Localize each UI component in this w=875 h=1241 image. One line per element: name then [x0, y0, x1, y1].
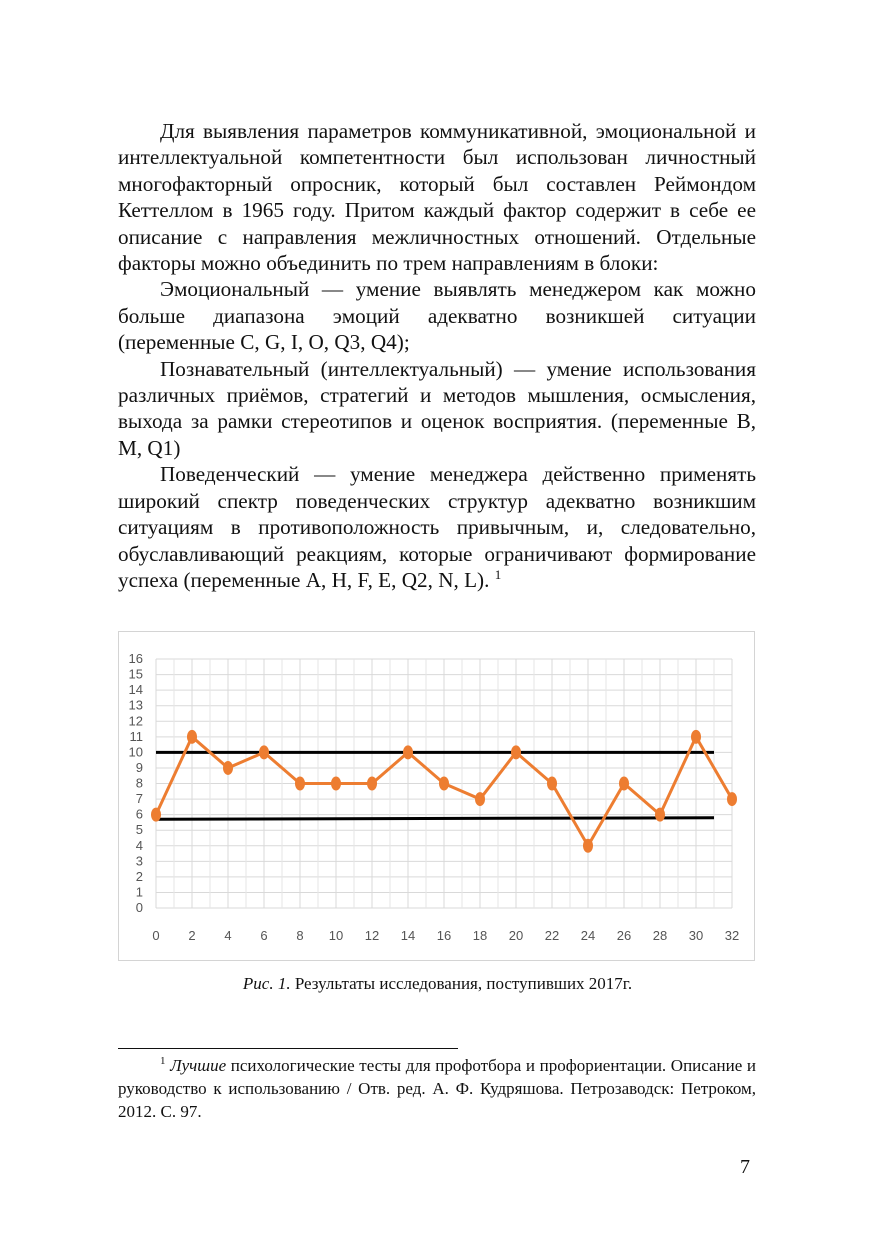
y-tick-label: 3: [135, 853, 143, 869]
x-tick-label: 24: [580, 928, 596, 943]
data-point: [691, 730, 701, 744]
y-tick-label: 1: [135, 884, 143, 900]
footnote: [118, 1054, 756, 1123]
y-tick-label: 7: [135, 791, 143, 807]
data-point: [187, 730, 197, 744]
x-tick-label: 32: [724, 928, 740, 943]
data-point: [259, 745, 269, 759]
x-tick-label: 12: [364, 928, 380, 943]
figure-caption: [0, 974, 875, 994]
paragraph-behavioral-text: Поведенческий — умение менеджера действенно применять широкий спектр поведенческих структур адекватно возникшим ситуациям в противоположность привычным, и, следовательно, обуславливающий реакциям, которые ограничивают формирование успеха (переменные A, H, F, E, Q2, N, L).: [118, 462, 756, 592]
y-tick-label: 0: [135, 900, 143, 915]
footnote-reference: 1: [494, 566, 502, 582]
data-point: [367, 777, 377, 791]
x-tick-label: 4: [224, 928, 232, 943]
x-tick-label: 30: [688, 928, 704, 943]
data-point: [511, 745, 521, 759]
body-text: [118, 118, 756, 593]
data-point: [223, 761, 233, 775]
y-tick-label: 2: [135, 868, 143, 884]
data-point: [151, 808, 161, 822]
y-tick-label: 8: [135, 775, 143, 791]
y-tick-label: 14: [128, 682, 143, 698]
y-tick-label: 6: [135, 806, 143, 822]
x-tick-label: 28: [652, 928, 668, 943]
data-point: [439, 777, 449, 791]
y-tick-label: 13: [128, 697, 143, 713]
footnote-divider: [118, 1048, 458, 1049]
y-tick-label: 15: [128, 666, 143, 682]
x-tick-label: 8: [296, 928, 304, 943]
data-point: [619, 777, 629, 791]
caption-text: Результаты исследования, поступивших 2017г.: [290, 974, 633, 993]
x-tick-label: 26: [616, 928, 632, 943]
x-tick-label: 10: [328, 928, 344, 943]
data-point: [475, 792, 485, 806]
footnote-italic: Лучшие: [170, 1056, 227, 1075]
data-point: [583, 839, 593, 853]
y-tick-label: 9: [135, 759, 143, 775]
paragraph-intro: Для выявления параметров коммуникативной, эмоциональной и интеллектуальной компетентности был использован личностный многофакторный опросник, который был составлен Реймондом Кеттеллом в 1965 году. Притом каждый фактор содержит в себе ее описание с направления межличностных отношений. Отдельные факторы можно объединить по трем направлениям в блоки:: [118, 119, 756, 276]
y-tick-label: 12: [128, 713, 143, 729]
reference-line-2: [156, 818, 714, 820]
footnote-text: психологические тесты для профотбора и профориентации. Описание и руководство к использованию / Отв. ред. А. Ф. Кудряшова. Петрозаводск: Петроком, 2012. С. 97.: [118, 1056, 757, 1121]
paragraph-cognitive: Познавательный (интеллектуальный) — умение использования различных приёмов, стратегий и методов мышления, осмысления, выхода за рамки стереотипов и оценок восприятия. (переменные B, M, Q1): [118, 356, 756, 460]
line-chart: [119, 632, 756, 962]
y-tick-label: 10: [128, 744, 143, 760]
y-tick-label: 11: [129, 728, 143, 744]
y-tick-label: 4: [135, 837, 143, 853]
x-tick-label: 20: [508, 928, 524, 943]
x-tick-label: 2: [188, 928, 196, 943]
paragraph-behavioral: [118, 461, 756, 593]
data-point: [727, 792, 737, 806]
data-point: [403, 745, 413, 759]
x-tick-label: 22: [544, 928, 560, 943]
data-point: [331, 777, 341, 791]
paragraph-emotional: Эмоциональный — умение выявлять менеджером как можно больше диапазона эмоций адекватно возникшей ситуации (переменные C, G, I, O, Q3, Q4);: [118, 277, 756, 355]
page-number: 7: [740, 1156, 750, 1178]
data-point: [655, 808, 665, 822]
x-tick-label: 16: [436, 928, 452, 943]
data-point: [295, 777, 305, 791]
x-tick-label: 6: [260, 928, 268, 943]
caption-label: Рис. 1.: [242, 974, 291, 993]
y-tick-label: 16: [128, 651, 143, 666]
x-tick-label: 18: [472, 928, 488, 943]
x-tick-label: 14: [400, 928, 416, 943]
footnote-mark: 1: [160, 1055, 166, 1068]
data-point: [547, 777, 557, 791]
y-tick-label: 5: [135, 822, 143, 838]
figure-chart: [118, 631, 755, 961]
x-tick-label: 0: [152, 928, 160, 943]
